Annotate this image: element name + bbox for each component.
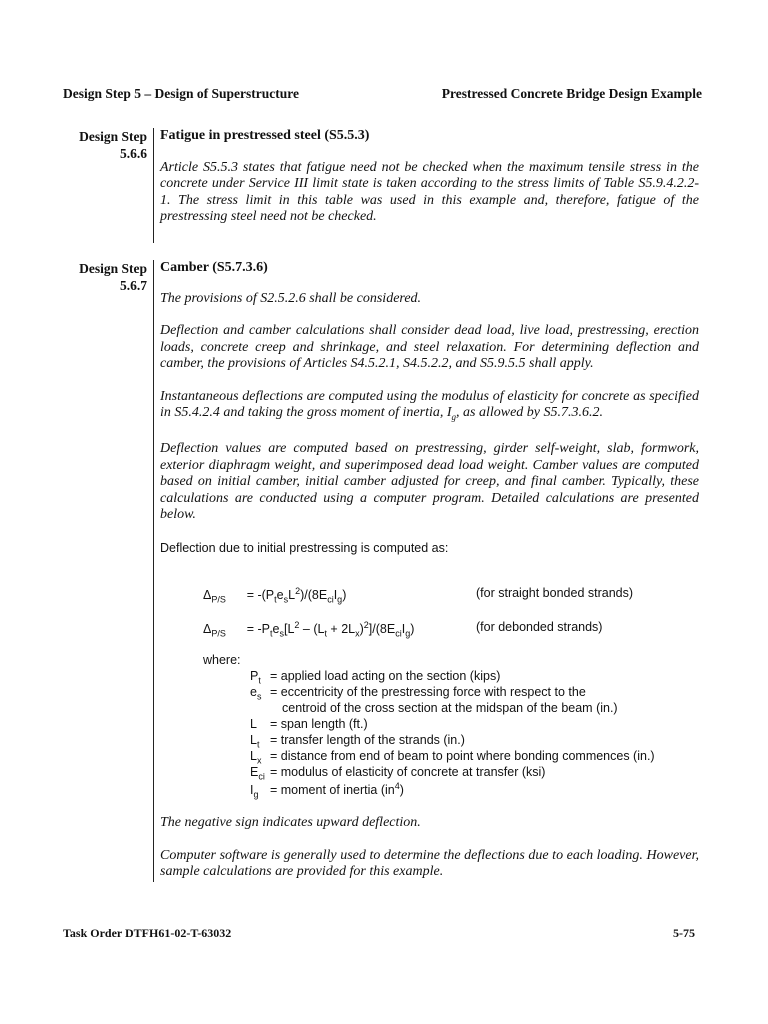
subscript: g [451,411,457,422]
text-run: Instantaneous deflections are computed using the modulus of elasticity for concrete as specified in S5.4.2.4 and taking the gross moment of inertia, I [160,388,699,420]
definition-text: = span length (ft.) [270,717,368,731]
step-divider-line [153,128,154,243]
header-section-title: Design Step 5 – Design of Superstructure [63,86,299,101]
header-document-title: Prestressed Concrete Bridge Design Example [441,86,702,101]
definition-text: = transfer length of the strands (in.) [270,733,465,747]
definition-es: $e_s$ = eccentricity of the prestressing force with respect to the [250,685,586,702]
equation-straight-bonded: $\Delta_{P/S}$ = $-(P_te_sL^2)/(8E_{ci}I_g)$ [203,586,347,605]
closing-paragraphs [160,815,699,881]
step-number: 5.6.7 [120,278,147,293]
text-run: , as allowed by S5.7.3.6.2. [456,405,604,420]
design-step-567-content [160,260,699,556]
paragraph: Deflection values are computed based on prestressing, girder self-weight, slab, formwork, exterior diaphragm weight, and superimposed dead load weight. Camber values are computed based on initial camber, initial camber adjusted for creep, and final camber. Typically, these calculations are conducted using a computer program. Detailed calculations are presented below. [160,441,699,523]
definition-ig: $I_g$ = moment of inertia $(in^4)$ [250,781,404,800]
design-step-566-content [160,128,699,226]
design-step-566-label [40,128,147,162]
paragraph: Deflection due to initial prestressing is computed as: [160,540,449,555]
footer-page-number: 5-75 [673,926,695,940]
definition-text: = eccentricity of the prestressing force with respect to the [270,685,586,699]
definition-l: L = span length (ft.) [250,717,368,731]
definition-text: = moment of inertia (in [270,783,395,798]
paragraph: The provisions of S2.5.2.6 shall be considered. [160,290,422,306]
paragraph: Computer software is generally used to determine the deflections due to each loading. However, sample calculations are provided for this example. [160,847,699,879]
definition-lt: $L_t$ = transfer length of the strands (in.) [250,733,465,750]
definition-es-cont: centroid of the cross section at the midspan of the beam (in.) [282,701,618,715]
definition-eci: $E_{ci}$ = modulus of elasticity of concrete at transfer (ksi) [250,765,546,782]
definition-pt: $P_t$ = applied load acting on the section (kips) [250,669,501,686]
equation-debonded: $\Delta_{P/S}$ = $-P_te_s[L^2 - (L_t + 2L_x)^2]/(8E_{ci}I_g)$ [203,620,415,639]
definition-text: = distance from end of beam to point where bonding commences (in.) [270,749,655,763]
section-title: Fatigue in prestressed steel (S5.5.3) [160,128,370,143]
paragraph: Deflection and camber calculations shall consider dead load, live load, prestressing, erection loads, concrete creep and shrinkage, and steel relaxation. For determining deflection and camber, the provisions of Articles S4.5.2.1, S4.5.2.2, and S5.9.5.5 shall apply. [160,323,699,371]
design-step-567-label [40,260,147,294]
paragraph: The negative sign indicates upward deflection. [160,815,421,830]
definition-text: = modulus of elasticity of concrete at transfer (ksi) [270,765,546,779]
where-label: where: [203,653,241,667]
step-label-line: Design Step [79,129,147,144]
footer-task-order: Task Order DTFH61-02-T-63032 [63,926,232,940]
equation-note: (for debonded strands) [476,620,603,634]
definition-text: = applied load acting on the section (kips) [270,669,501,683]
step-label-line: Design Step [79,261,147,276]
paragraph [160,389,699,426]
equation-note: (for straight bonded strands) [476,586,634,600]
definition-lx: $L_x$ = distance from end of beam to point where bonding commences (in.) [250,749,655,766]
step-divider-line [153,260,154,882]
section-title: Camber (S5.7.3.6) [160,260,268,275]
paragraph: Article S5.5.3 states that fatigue need not be checked when the maximum tensile stress in the concrete under Service III limit state is taken according to the stress limits of Table S5.9.4.2.2-1. The stress limit in this table was used in this example and, therefore, fatigue of the prestressing steel need not be checked. [160,159,699,224]
step-number: 5.6.6 [120,146,147,161]
